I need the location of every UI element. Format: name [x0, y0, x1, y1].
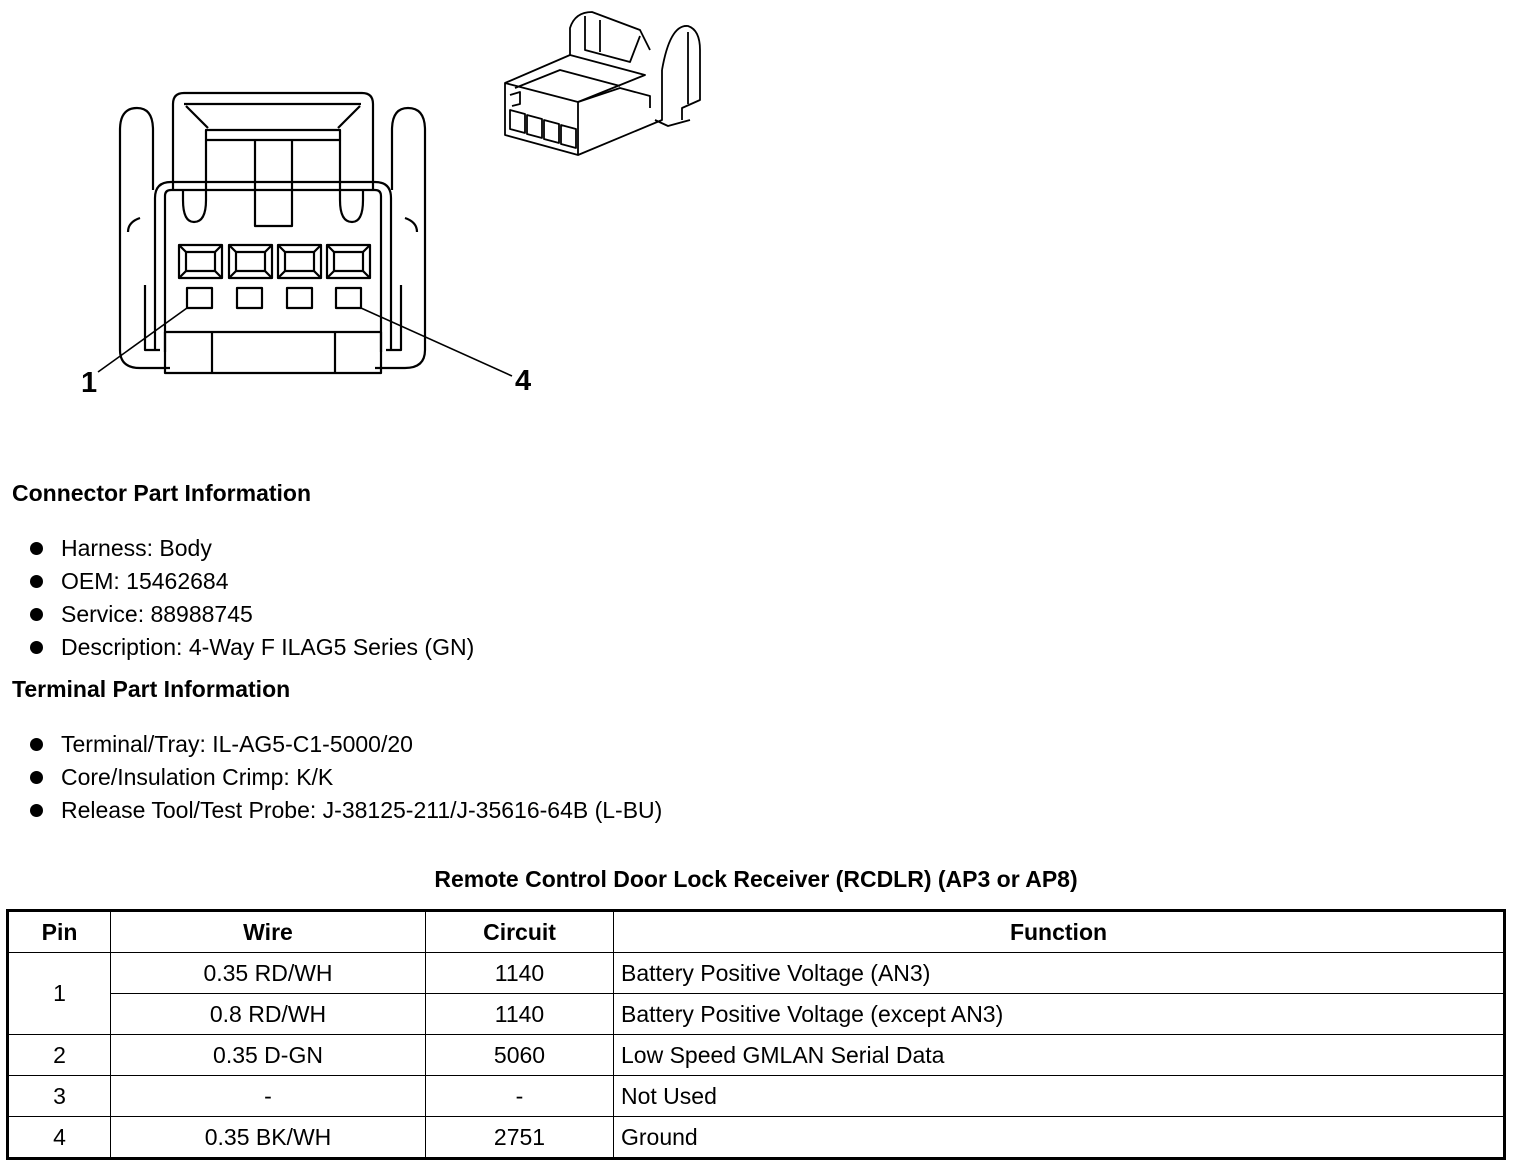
- list-item: Harness: Body: [30, 532, 474, 565]
- column-header-wire: Wire: [111, 911, 426, 953]
- table-row: [8, 1035, 1505, 1076]
- pin-cell: 3: [8, 1076, 111, 1117]
- function-cell: Ground: [614, 1117, 1505, 1159]
- connector-face-view: [98, 93, 512, 376]
- function-cell: Battery Positive Voltage (except AN3): [614, 994, 1505, 1035]
- table-row: [8, 953, 1505, 994]
- list-item: OEM: 15462684: [30, 565, 474, 598]
- list-item: Description: 4-Way F ILAG5 Series (GN): [30, 631, 474, 664]
- table-header-row: [8, 911, 1505, 953]
- terminal-part-info-list: [30, 728, 662, 827]
- column-header-pin: Pin: [8, 911, 111, 953]
- circuit-cell: 1140: [426, 953, 614, 994]
- bullet-icon: [30, 804, 43, 817]
- circuit-cell: -: [426, 1076, 614, 1117]
- circuit-cell: 5060: [426, 1035, 614, 1076]
- list-item: Core/Insulation Crimp: K/K: [30, 761, 662, 794]
- wire-cell: 0.35 RD/WH: [111, 953, 426, 994]
- wire-cell: 0.35 D-GN: [111, 1035, 426, 1076]
- wire-cell: 0.8 RD/WH: [111, 994, 426, 1035]
- wire-cell: 0.35 BK/WH: [111, 1117, 426, 1159]
- bullet-icon: [30, 738, 43, 751]
- pinout-table: [6, 909, 1506, 1160]
- connector-part-info-list: [30, 532, 474, 664]
- bullet-icon: [30, 575, 43, 588]
- bullet-icon: [30, 608, 43, 621]
- connector-part-info-heading: Connector Part Information: [12, 480, 312, 506]
- function-cell: Not Used: [614, 1076, 1505, 1117]
- column-header-function: Function: [614, 911, 1505, 953]
- table-row: [8, 1117, 1505, 1159]
- table-title: Remote Control Door Lock Receiver (RCDLR) (AP3 or AP8): [434, 866, 1078, 892]
- column-header-circuit: Circuit: [426, 911, 614, 953]
- pin-cell: 2: [8, 1035, 111, 1076]
- connector-figure: [0, 0, 760, 420]
- connector-iso-view: [505, 12, 700, 155]
- circuit-cell: 2751: [426, 1117, 614, 1159]
- bullet-icon: [30, 542, 43, 555]
- list-item: Terminal/Tray: IL-AG5-C1-5000/20: [30, 728, 662, 761]
- table-row: [8, 1076, 1505, 1117]
- function-cell: Low Speed GMLAN Serial Data: [614, 1035, 1505, 1076]
- list-item: Service: 88988745: [30, 598, 474, 631]
- circuit-cell: 1140: [426, 994, 614, 1035]
- terminal-part-info-heading: Terminal Part Information: [12, 676, 291, 702]
- bullet-icon: [30, 641, 43, 654]
- list-item: Release Tool/Test Probe: J-38125-211/J-35616-64B (L-BU): [30, 794, 662, 827]
- pin-cell: 1: [8, 953, 111, 1035]
- function-cell: Battery Positive Voltage (AN3): [614, 953, 1505, 994]
- bullet-icon: [30, 771, 43, 784]
- callout-pin-4: 4: [515, 365, 532, 397]
- callout-pin-1: 1: [81, 367, 98, 399]
- pin-cell: 4: [8, 1117, 111, 1159]
- wire-cell: -: [111, 1076, 426, 1117]
- table-row: [8, 994, 1505, 1035]
